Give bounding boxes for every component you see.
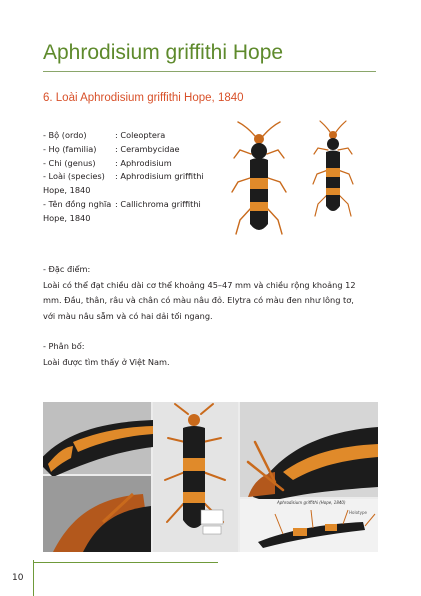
distribution-line: Loài được tìm thấy ở Việt Nam.	[43, 356, 170, 367]
footer-rule-vertical	[33, 560, 34, 596]
taxonomy-key: - Tên đồng nghĩa	[43, 198, 112, 209]
section-heading: 6. Loài Aphrodisium griffithi Hope, 1840	[43, 92, 244, 104]
taxonomy-row	[43, 129, 218, 143]
taxonomy-value: Hope, 1840	[43, 212, 91, 223]
taxonomy-row	[43, 198, 218, 212]
taxonomy-row	[43, 143, 218, 157]
taxonomy-row	[43, 212, 218, 226]
specimen-photo-collage	[43, 402, 378, 552]
taxonomy-value: : Aphrodisium griffithi	[115, 171, 204, 182]
taxonomy-value: : Coleoptera	[115, 130, 166, 140]
taxonomy-list	[43, 129, 218, 226]
taxonomy-key: - Chi (genus)	[43, 157, 96, 168]
taxonomy-value: : Cerambycidae	[115, 143, 180, 154]
characteristics-line: Loài có thể đạt chiều dài cơ thể khoảng 45–47 mm và chiều rộng khoảng 12	[43, 279, 356, 290]
taxonomy-key: - Loài (species)	[43, 171, 105, 182]
characteristics-line: với màu nâu sẫm và có hai dải tối ngang.	[43, 310, 213, 321]
characteristics-heading: - Đặc điểm:	[43, 264, 91, 274]
taxonomy-value: : Aphrodisium	[115, 157, 172, 168]
taxonomy-value: Hope, 1840	[43, 185, 91, 196]
title-divider	[43, 71, 376, 72]
page-number: 10	[12, 573, 24, 583]
taxonomy-key: - Bộ (ordo)	[43, 130, 87, 140]
specimen-photo-collage-image	[43, 402, 378, 552]
characteristics-line: mm. Đầu, thân, râu và chân có màu nâu đỏ. Elytra có màu đen như lông tơ,	[43, 295, 354, 305]
taxonomy-row	[43, 170, 218, 184]
distribution-block	[43, 339, 379, 370]
page-title: Aphrodisium griffithi Hope	[43, 41, 284, 64]
footer-rule-horizontal	[33, 562, 218, 563]
figure-caption: Aphrodisium griffithi (Hope, 1840)	[277, 500, 346, 505]
beetle-specimen-dorsal-image	[228, 120, 290, 245]
specimen-label: Holotype	[349, 510, 367, 515]
beetle-specimen-narrow-image	[308, 120, 358, 220]
taxonomy-row	[43, 157, 218, 171]
taxonomy-key: - Họ (familia)	[43, 143, 97, 154]
taxonomy-row	[43, 184, 218, 198]
characteristics-block	[43, 262, 379, 324]
taxonomy-value: : Callichroma griffithi	[115, 198, 201, 209]
distribution-heading: - Phân bố:	[43, 341, 85, 351]
